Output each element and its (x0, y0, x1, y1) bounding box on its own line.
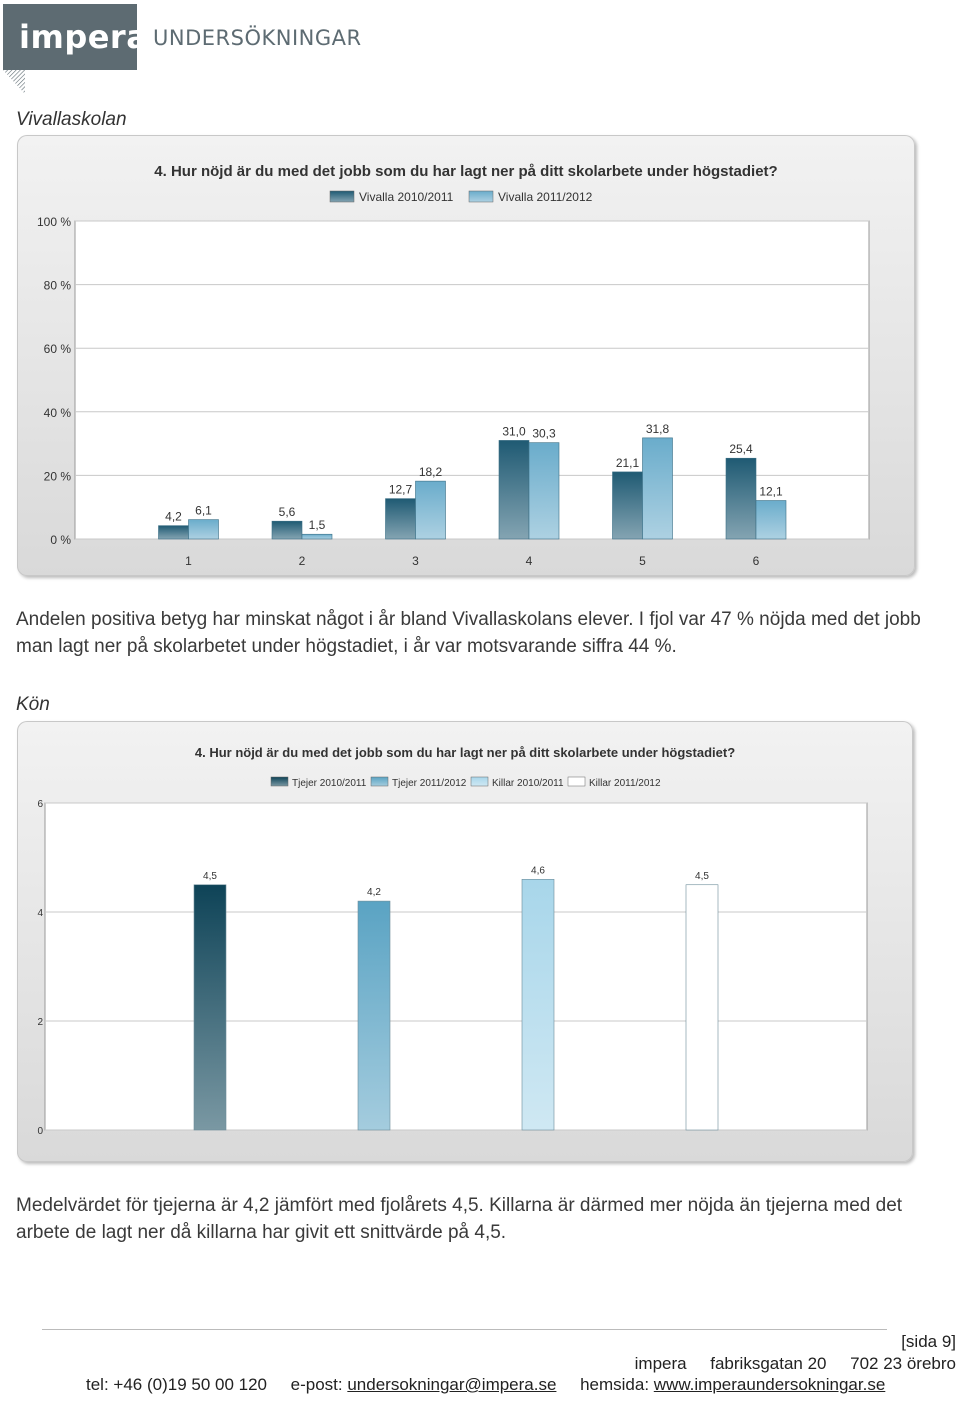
chart2-legend-label: Tjejer 2011/2012 (392, 778, 467, 789)
chart2-legend-label: Killar 2011/2012 (589, 778, 661, 789)
chart1-bar (726, 458, 756, 539)
chart1-legend-swatch (469, 191, 493, 202)
chart1-x-tick-label: 3 (412, 554, 419, 568)
chart2-data-label: 4,5 (695, 870, 709, 882)
chart1-data-label: 31,8 (645, 421, 670, 436)
chart1-bar (499, 440, 529, 539)
chart1-data-label: 25,4 (729, 442, 753, 457)
chart2-legend-swatch (568, 777, 585, 786)
chart2-y-tick-label: 6 (37, 799, 43, 810)
chart1-y-tick-label: 100 % (36, 215, 71, 229)
chart2-legend-swatch (471, 777, 488, 786)
chart1-bar (159, 526, 189, 539)
chart2-legend-swatch (371, 777, 388, 786)
footer-company: impera (634, 1354, 687, 1373)
chart1-title: 4. Hur nöjd är du med det jobb som du har lagt ner på ditt skolarbete under högstadiet? (154, 163, 778, 180)
chart1-bar (416, 481, 446, 539)
chart1-data-label: 6,1 (195, 503, 212, 518)
chart1-data-label: 18,2 (418, 465, 443, 480)
chart1-y-tick-label: 20 % (43, 469, 71, 484)
chart2-bar (194, 885, 226, 1130)
section1-paragraph: Andelen positiva betyg har minskat något i år bland Vivallaskolans elever. I fjol var 47 % nöjda med det jobb man lagt ner på skolarbetet under högstadiet, i år var motsvarande siffra 44 %. (16, 609, 921, 657)
page-number: [sida 9] (901, 1332, 956, 1351)
chart1-data-label: 4,2 (165, 509, 182, 524)
chart2-legend-swatch (271, 777, 288, 786)
chart1-bar (756, 501, 786, 539)
section2-paragraph: Medelvärdet för tjejerna är 4,2 jämfört med fjolårets 4,5. Killarna är därmed mer nöjda än tjejerna med det arbete de lagt ner då killarna har givit ett snittvärde på 4,5. (16, 1195, 903, 1243)
chart2 (17, 721, 913, 1162)
chart1-y-tick-label: 80 % (43, 278, 71, 293)
chart1-y-tick-label: 40 % (43, 405, 71, 420)
chart2-data-label: 4,6 (531, 865, 545, 877)
chart1-data-label: 5,6 (278, 505, 296, 520)
logo-subtitle: UNDERSÖKNINGAR (153, 26, 362, 50)
chart1-x-tick-label: 4 (525, 554, 533, 568)
chart1-x-tick-label: 5 (639, 554, 646, 568)
chart1-bar (386, 499, 416, 539)
footer-tel: tel: +46 (0)19 50 00 120 (86, 1375, 267, 1394)
section-title-kon: Kön (16, 694, 50, 715)
chart2-bar (686, 885, 718, 1130)
chart1-bar (529, 443, 559, 539)
footer-email-link[interactable]: undersokningar@impera.se (347, 1375, 557, 1394)
footer-contact (86, 1375, 885, 1395)
chart2-legend-label: Killar 2010/2011 (492, 778, 564, 789)
chart2-data-label: 4,2 (367, 887, 381, 899)
footer-street: fabriksgatan 20 (710, 1354, 827, 1373)
section-title-vivallaskolan: Vivallaskolan (16, 109, 127, 130)
logo-corner-decoration (3, 70, 25, 94)
chart1-legend-label: Vivalla 2010/2011 (359, 190, 454, 204)
chart1-data-label: 1,5 (308, 518, 326, 533)
chart1-data-label: 30,3 (532, 426, 556, 441)
chart1-bar (189, 520, 219, 539)
chart2-y-tick-label: 4 (37, 908, 43, 919)
footer-address (635, 1354, 956, 1374)
chart1-data-label: 21,1 (615, 455, 640, 470)
chart1-x-tick-label: 1 (185, 554, 192, 568)
chart1-legend-label: Vivalla 2011/2012 (498, 190, 593, 204)
chart1-frame (17, 135, 915, 576)
chart2-data-label: 4,5 (203, 870, 217, 882)
chart1-x-tick-label: 6 (752, 554, 760, 568)
chart1 (17, 135, 915, 576)
chart2-bar (358, 901, 390, 1130)
chart2-legend-label: Tjejer 2010/2011 (292, 778, 367, 789)
logo-text: impera (19, 18, 149, 56)
chart1-bar (643, 438, 673, 539)
chart2-y-tick-label: 0 (37, 1126, 43, 1137)
logo (3, 4, 149, 70)
chart1-bar (302, 534, 332, 539)
chart2-title: 4. Hur nöjd är du med det jobb som du har lagt ner på ditt skolarbete under högstadiet? (194, 745, 736, 760)
chart1-y-tick-label: 0 % (50, 533, 71, 547)
chart2-plot-area (45, 803, 867, 1130)
chart2-frame (17, 721, 913, 1162)
chart2-bar (522, 879, 554, 1130)
chart1-data-label: 31,0 (502, 424, 526, 439)
chart1-y-tick-label: 60 % (43, 342, 71, 357)
chart1-bar (613, 472, 643, 539)
chart1-legend-swatch (330, 191, 354, 202)
footer-web-link[interactable]: www.imperaundersokningar.se (653, 1375, 886, 1394)
chart1-data-label: 12,1 (759, 484, 783, 499)
footer-divider (42, 1329, 887, 1330)
chart2-y-tick-label: 2 (37, 1017, 43, 1028)
footer-web-label: hemsida: (580, 1375, 650, 1394)
footer-email-label: e-post: (290, 1375, 343, 1394)
chart1-bar (272, 521, 302, 539)
chart1-x-tick-label: 2 (298, 554, 306, 568)
chart1-data-label: 12,7 (388, 482, 413, 497)
footer-city: 702 23 örebro (850, 1354, 956, 1373)
